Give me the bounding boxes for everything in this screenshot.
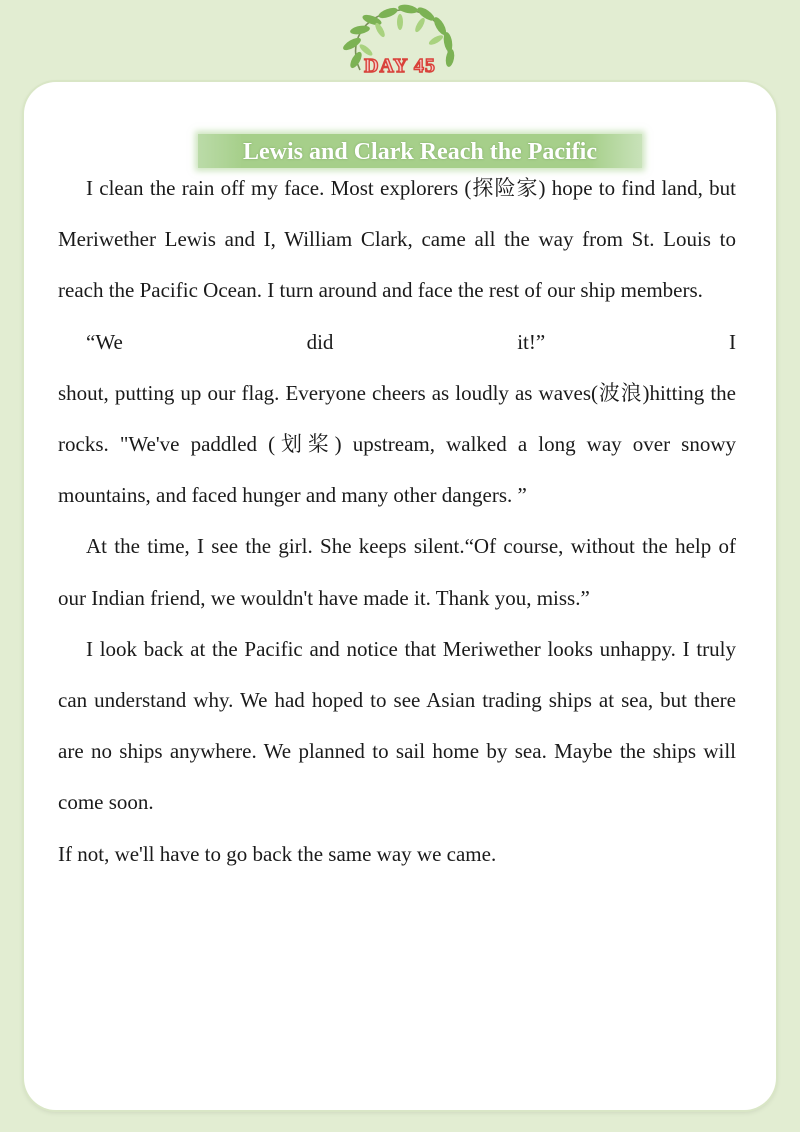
paragraph: I look back at the Pacific and notice that Meriwether looks unhappy. I truly can understand why. We had hoped to see Asian trading ships at sea, but there are no ships anywhere. We planned to sail home by sea. Maybe the ships will come soon. <box>58 636 736 815</box>
paragraph: If not, we'll have to go back the same way we came. <box>58 841 497 866</box>
paragraph: shout, putting up our flag. Everyone cheers as loudly as waves(波浪)hitting the rocks. "We've paddled (划桨) upstream, walked a long way over snowy mountains, and faced hunger and many other dangers. ” <box>58 380 736 508</box>
paragraph: I clean the rain off my face. Most explorers (探险家) hope to find land, but Meriwether Lewis and I, William Clark, came all the way from St. Louis to reach the Pacific Ocean. I turn around and face the rest of our ship members. <box>58 176 736 303</box>
story-text <box>58 163 736 880</box>
paragraph: “We did it!” I <box>86 329 736 354</box>
page-title: Lewis and Clark Reach the Pacific <box>243 139 597 165</box>
paragraph: At the time, I see the girl. She keeps silent.“Of course, without the help of our Indian friend, we wouldn't have made it. Thank you, miss.” <box>58 534 736 610</box>
day-label: DAY 45 <box>364 55 436 77</box>
